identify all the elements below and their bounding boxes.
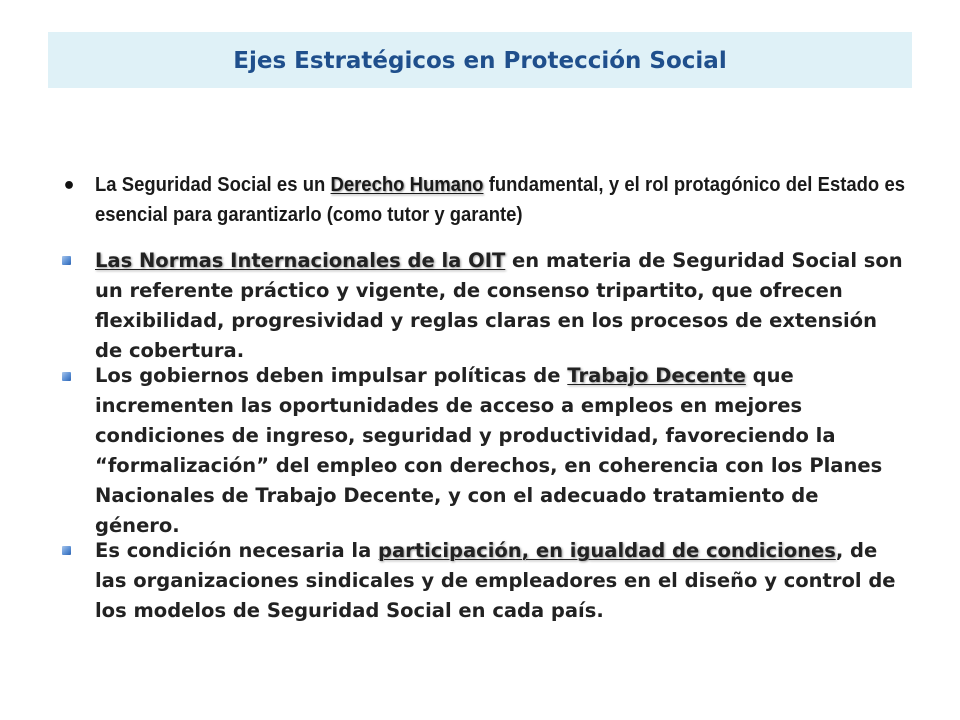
bullet-text-normas-oit bbox=[95, 246, 905, 366]
emphasis-participacion: participación, en igualdad de condiciones bbox=[378, 539, 836, 562]
bullet-text-before: La Seguridad Social es un bbox=[95, 173, 331, 196]
bullet-text-trabajo-decente bbox=[95, 361, 905, 541]
bullet-text-derecho-humano bbox=[95, 170, 905, 230]
bullet-square bbox=[62, 372, 71, 381]
bullet-text-after: en materia de Seguridad Social son un referente práctico y vigente, de consenso tripartito, que ofrecen flexibilidad, progresividad y reglas claras en los procesos de extensión de cobertura. bbox=[95, 249, 903, 362]
bullet-text-before: Los gobiernos deben impulsar políticas de bbox=[95, 364, 568, 387]
emphasis-trabajo-decente: Trabajo Decente bbox=[567, 364, 746, 387]
bullet-dot: • bbox=[62, 174, 77, 199]
bullet-text-after: , de las organizaciones sindicales y de empleadores en el diseño y control de los modelos de Seguridad Social en cada país. bbox=[95, 539, 896, 622]
bullet-text-before: Es condición necesaria la bbox=[95, 539, 379, 562]
title-band bbox=[48, 32, 912, 88]
emphasis-derecho-humano: Derecho Humano bbox=[330, 173, 484, 196]
bullet-text-after: fundamental, y el rol protagónico del Estado es esencial para garantizarlo (como tutor y garante) bbox=[95, 173, 905, 226]
emphasis-normas-oit: Las Normas Internacionales de la OIT bbox=[95, 249, 506, 272]
slide-title: Ejes Estratégicos en Protección Social bbox=[233, 48, 727, 74]
bullet-text-participacion bbox=[95, 536, 905, 626]
bullet-square bbox=[62, 546, 71, 555]
bullet-text-after: que incrementen las oportunidades de acceso a empleos en mejores condiciones de ingreso, seguridad y productividad, favoreciendo la “formalización” del empleo con derechos, en coherencia con los Planes Nacionales de Trabajo Decente, y con el adecuado tratamiento de género. bbox=[95, 364, 883, 537]
bullet-square bbox=[62, 256, 71, 265]
